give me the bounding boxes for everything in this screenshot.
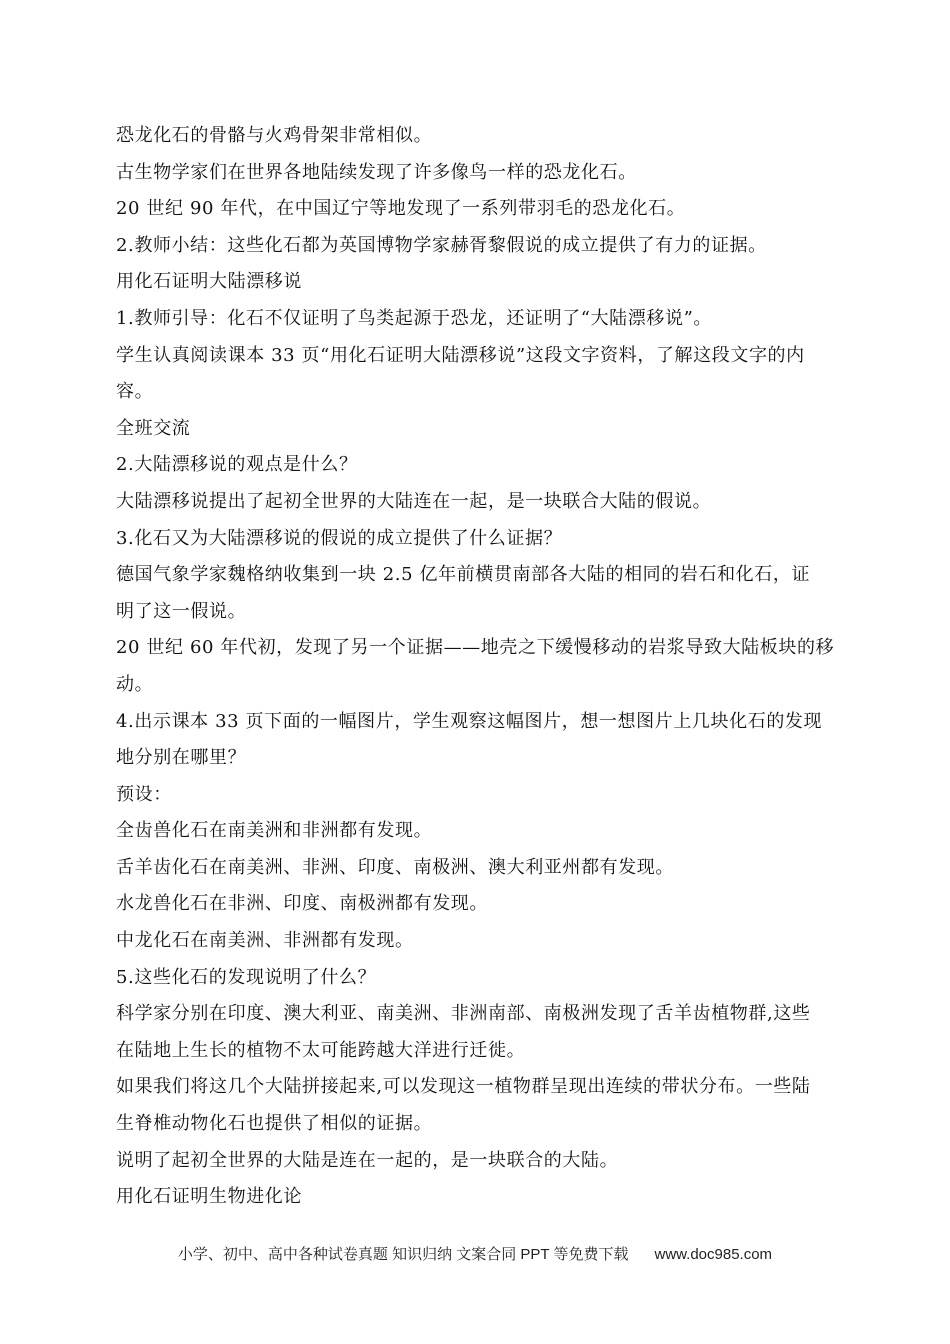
page-footer bbox=[0, 1243, 950, 1264]
text-line: 如果我们将这几个大陆拼接起来,可以发现这一植物群呈现出连续的带状分布。一些陆 bbox=[116, 1076, 811, 1098]
text-line: 说明了起初全世界的大陆是连在一起的，是一块联合的大陆。 bbox=[116, 1149, 619, 1171]
text-line: 动。 bbox=[116, 673, 154, 695]
text-line: 古生物学家们在世界各地陆续发现了许多像鸟一样的恐龙化石。 bbox=[116, 161, 637, 183]
text-line: 20 世纪 60 年代初，发现了另一个证据——地壳之下缓慢移动的岩浆导致大陆板块的移 bbox=[116, 637, 835, 659]
text-line: 舌羊齿化石在南美洲、非洲、印度、南极洲、澳大利亚州都有发现。 bbox=[116, 856, 674, 878]
document-body bbox=[116, 118, 842, 1216]
text-line: 2.教师小结：这些化石都为英国博物学家赫胥黎假说的成立提供了有力的证据。 bbox=[116, 234, 767, 256]
text-line: 20 世纪 90 年代，在中国辽宁等地发现了一系列带羽毛的恐龙化石。 bbox=[116, 198, 686, 220]
text-line: 1.教师引导：化石不仅证明了鸟类起源于恐龙，还证明了“大陆漂移说”。 bbox=[116, 307, 712, 329]
text-line: 全齿兽化石在南美洲和非洲都有发现。 bbox=[116, 820, 433, 842]
text-line: 容。 bbox=[116, 381, 154, 403]
text-line: 中龙化石在南美洲、非洲都有发现。 bbox=[116, 930, 414, 952]
text-line: 学生认真阅读课本 33 页“用化石证明大陆漂移说”这段文字资料，了解这段文字的内 bbox=[116, 344, 805, 366]
text-line: 在陆地上生长的植物不太可能跨越大洋进行迁徙。 bbox=[116, 1039, 526, 1061]
text-line: 5.这些化石的发现说明了什么？ bbox=[116, 966, 377, 988]
text-line: 地分别在哪里？ bbox=[116, 747, 247, 769]
text-line: 预设： bbox=[116, 783, 172, 805]
text-line: 3.化石又为大陆漂移说的假说的成立提供了什么证据？ bbox=[116, 527, 563, 549]
text-line: 德国气象学家魏格纳收集到一块 2.5 亿年前横贯南部各大陆的相同的岩石和化石，证 bbox=[116, 564, 811, 586]
text-line: 大陆漂移说提出了起初全世界的大陆连在一起，是一块联合大陆的假说。 bbox=[116, 490, 712, 512]
footer-url: www.doc985.com bbox=[654, 1246, 773, 1263]
text-line: 水龙兽化石在非洲、印度、南极洲都有发现。 bbox=[116, 893, 488, 915]
text-line: 恐龙化石的骨骼与火鸡骨架非常相似。 bbox=[116, 125, 433, 146]
footer-text: 小学、初中、高中各种试卷真题 知识归纳 文案合同 PPT 等免费下载 bbox=[177, 1246, 629, 1263]
text-line: 科学家分别在印度、澳大利亚、南美洲、非洲南部、南极洲发现了舌羊齿植物群,这些 bbox=[116, 1003, 811, 1025]
section-heading: 用化石证明生物进化论 bbox=[116, 1186, 302, 1208]
section-heading: 用化石证明大陆漂移说 bbox=[116, 271, 302, 293]
text-line: 全班交流 bbox=[116, 417, 191, 439]
text-line: 生脊椎动物化石也提供了相似的证据。 bbox=[116, 1113, 433, 1135]
text-line: 4.出示课本 33 页下面的一幅图片，学生观察这幅图片，想一想图片上几块化石的发现 bbox=[116, 710, 823, 732]
text-line: 2.大陆漂移说的观点是什么？ bbox=[116, 454, 358, 476]
text-line: 明了这一假说。 bbox=[116, 600, 247, 622]
